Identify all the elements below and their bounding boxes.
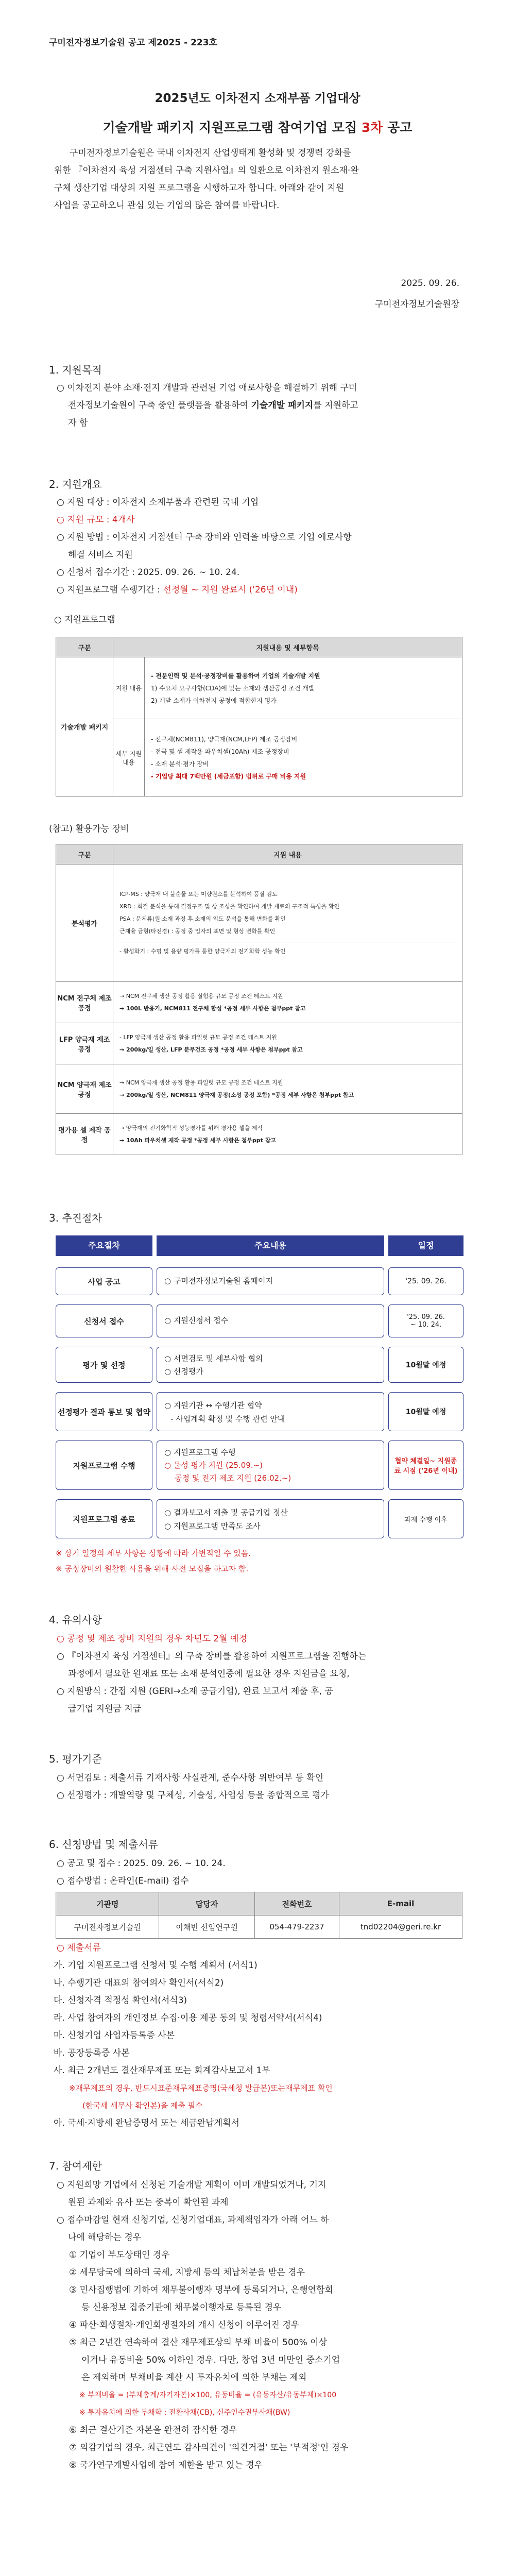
- list-item: ④ 파산·회생절차·개인회생절차의 개시 신청이 이루어진 경우: [69, 2320, 300, 2330]
- list-item: 라. 사업 참여자의 개인정보 수집·이용 제공 동의 및 청렴서약서(서식4): [54, 2013, 322, 2023]
- contact-table: [56, 1892, 462, 1939]
- section-6-body: ○ 공고 및 접수 : 2025. 09. 26. ~ 10. 24. ○ 접수방법 : 온라인(E-mail) 접수: [57, 1858, 226, 1886]
- title-line-2: 기술개발 패키지 지원프로그램 참여기업 모집 3차 공고: [102, 120, 413, 135]
- equipment-table: [56, 844, 462, 1155]
- formula-note: ※ 부채비율 = (부채총계/자기자본)×100, 유동비율 = (유동자산/유동부채)×100: [79, 2391, 337, 2399]
- list-item: ③ 민사집행법에 기하여 채무불이행자 명부에 등록되거나, 은행연합회: [69, 2285, 333, 2295]
- process-step-name: 신청서 접수: [56, 1304, 152, 1337]
- title-line-1: 2025년도 이차전지 소재부품 기업대상: [154, 92, 360, 105]
- section-7-body: ○ 지원희망 기업에서 신청된 기술개발 계획이 이미 개발되었거나, 기지 원된 과제와 유사 또는 중복이 확인된 과제 ○ 접수마감일 현재 신청기업, 신청기업대표, 과제책임자가 아래 어느 하 나에 해당하는 경우 ① 기업이 부도상태인 경우 ② 세무당국에 의하여 국세, 지방세 등의 체납처분을 받은 경우 ③ 민사집행법에 기하여 채무불이행자 명부에 등록되거나, 은행연합회 등 신용정보 집중기관에 채무불이행자로 등록된 경우 ④ 파산·회생절차·개인회생절차의 개시 신청이 이루어진 경우 ⑤ 최근 2년간 연속하여 결산 재무제표상의 부채 비율이 500% 이상 이거나 유동비율 50% 이하인 경우. 다만, 창업 3년 미만인 중소기업 은 제외하며 부채비율 계산 시 투자유치에 의한 부채는 제외 ※ 부채비율 = (부채총계/자기자본)×100, 유동비율 = (유동자산/유동부채)×100 ※ 투자유치에 의한 부채학 : 전환사채(CB), 신주인수권부사채(BW) ⑥ 최근 결산기준 자본을 완전히 잠식한 경우 ⑦ 외감기업의 경우, 최근연도 감사의견이 '의견거절' 또는 '부적정'인 경우 ⑧ 국가연구개발사업에 참여 제한을 받고 있는 경우: [57, 2176, 469, 2474]
- table-cell: → NCM 전구체 생산 공정 활용 실험용 규모 공정 조건 테스트 지원 → 100L 반응기, NCM811 전구체 합성 *공정 세부 사항은 첨부ppt 참고: [113, 982, 462, 1023]
- section-3-heading: 3. 추진절차: [49, 1212, 102, 1224]
- process-step-name: 지원프로그램 수행: [56, 1440, 152, 1490]
- documents-note: ※재무제표의 경우, 반드시표준재무제표증명(국세청 발급본)또는재무제표 확인: [69, 2083, 333, 2093]
- process-step-date: 10월말 예정: [388, 1392, 464, 1431]
- table-cell: → NCM 양극재 생산 공정 활용 파일럿 규모 공정 조건 테스트 지원 → 200kg/일 생산, NCM811 양극재 공정(소성 공정 포함) *공정 세부 사항은 첨부ppt 참고: [113, 1064, 462, 1114]
- list-item: 바. 공장등록증 사본: [54, 2048, 130, 2058]
- table-row-label: 지원 내용: [113, 657, 145, 719]
- equipment-caption: (참고) 활용가능 장비: [49, 824, 129, 834]
- list-item: ① 기업이 부도상태인 경우: [69, 2250, 170, 2260]
- table-row-label: NCM 양극재 제조 공정: [56, 1064, 113, 1114]
- table-row-label: LFP 양극재 제조 공정: [56, 1023, 113, 1064]
- org-name: 구미전자정보기술원장: [374, 299, 459, 310]
- section-7-heading: 7. 참여제한: [49, 2160, 102, 2172]
- process-note-2: ※ 공정장비의 원활한 사용을 위해 사전 모집을 하고자 함.: [56, 1564, 249, 1573]
- process-step-date: 협약 체결일~ 지원종료 시점 ('26년 이내): [388, 1440, 464, 1490]
- table-cell: - 전문인력 및 분석·공정장비를 활용하여 기업의 기술개발 지원 1) 수요처 요구사항(CDA)에 맞는 소재와 생산공정 조건 개발 2) 개발 소재가 이차전지 공정에 적합한지 평가: [145, 657, 462, 719]
- table-header: 기관명: [56, 1892, 159, 1916]
- list-item: 다. 신청자격 적정성 확인서(서식3): [54, 1995, 187, 2006]
- table-row-label: NCM 전구체 제조 공정: [56, 982, 113, 1023]
- announce-date: 2025. 09. 26.: [401, 278, 459, 289]
- list-item: 마. 신청기업 사업자등록증 사본: [54, 2030, 175, 2041]
- process-header-step: 주요절차: [56, 1235, 152, 1256]
- list-item: ② 세무당국에 의하여 국세, 지방세 등의 체납처분을 받은 경우: [69, 2267, 305, 2278]
- section-4-heading: 4. 유의사항: [49, 1614, 102, 1626]
- process-step-content: ○ 지원기관 ↔ 수행기관 협약 - 사업계획 확정 및 수행 관련 안내: [157, 1392, 384, 1431]
- process-step-date: 과제 수행 이후: [388, 1499, 464, 1538]
- section-2-heading: 2. 지원개요: [49, 478, 102, 490]
- table-cell: - LFP 양극재 생산 공정 활용 파일럿 규모 공정 조건 테스트 지원 → 200kg/일 생산, LFP 분무건조 공정 *공정 세부 사항은 첨부ppt 참고: [113, 1023, 462, 1064]
- support-program-table: [56, 637, 462, 796]
- table-cell: 구미전자정보기술원: [56, 1916, 159, 1939]
- documents-note: (한국세 세무사 확인본)을 제출 필수: [82, 2101, 203, 2110]
- table-header: E-mail: [339, 1892, 462, 1916]
- formula-note: ※ 투자유치에 의한 부채학 : 전환사채(CB), 신주인수권부사채(BW): [79, 2409, 290, 2417]
- section-2-body: ○ 지원 대상 : 이차전지 소재부품과 관련된 국내 기업 ○ 지원 규모 : 4개사 ○ 지원 방법 : 이차전지 거점센터 구축 장비와 인력을 바탕으로 기업 애로사항 해결 서비스 지원 ○ 신청서 접수기간 : 2025. 09. 26. ~ 10. 24. ○ 지원프로그램 수행기간 : 선정월 ~ 지원 완료시 ('26년 이내): [57, 497, 352, 595]
- list-item: ⑦ 외감기업의 경우, 최근연도 감사의견이 '의견거절' 또는 '부적정'인 경우: [69, 2443, 349, 2453]
- contact-email-link[interactable]: tnd02204@geri.re.kr: [339, 1916, 462, 1939]
- table-row-label: 세부 지원내용: [113, 719, 145, 796]
- table-row-label: 분석평가: [56, 865, 113, 982]
- table-cell: ICP-MS : 양극재 내 불순물 또는 미량원소를 분석하여 품질 검토 XRD : 회절 분석을 통해 결정구조 및 상 조성을 확인하여 개발 재료의 구조적 특성을 확인 PSA : 분체류(원·소재 과정 후 소재의 입도 분석을 통해 변화를 확인 근재율 금형(타전경) : 공정 중 입자의 표면 및 형상 변화를 확인 - 활성화기 : 수명 및 용량 평가를 통한 양극재의 전기화학 성능 확인: [113, 865, 462, 982]
- table-cell: → 양극재의 전기화학적 성능평가를 위해 평가용 셀을 제작 → 10Ah 파우치셀 제작 공정 *공정 세부 사항은 첨부ppt 참고: [113, 1114, 462, 1155]
- process-step-content: ○ 지원프로그램 수행 ○ 물성 평가 지원 (25.09.~) 공정 및 전지 제조 지원 (26.02.~): [157, 1440, 384, 1490]
- table-header: 지원내용 및 세부항목: [113, 637, 462, 657]
- list-item: ⑤ 최근 2년간 연속하여 결산 재무제표상의 부채 비율이 500% 이상: [69, 2337, 327, 2348]
- section-1-body: ○ 이차전지 분야 소재·전지 개발과 관련된 기업 애로사항을 해결하기 위해 구미 전자정보기술원이 구축 중인 플랫폼을 활용하여 기술개발 패키지를 지원하고 자 함: [57, 383, 358, 428]
- table-group-label: 기술개발 패키지: [56, 657, 113, 796]
- process-step-content: ○ 구미전자정보기술원 홈페이지: [157, 1267, 384, 1295]
- table-header: 담당자: [159, 1892, 255, 1916]
- process-header-date: 일정: [388, 1235, 464, 1256]
- list-item: 가. 기업 지원프로그램 신청서 및 수행 계획서 (서식1): [54, 1960, 258, 1971]
- process-step-date: 10월말 예정: [388, 1347, 464, 1383]
- process-step-date: '25. 09. 26. ~ 10. 24.: [388, 1304, 464, 1337]
- table-header: 구분: [56, 844, 113, 865]
- documents-list: [54, 1957, 471, 2132]
- list-item: 사. 최근 2개년도 결산재무제표 또는 회계감사보고서 1부: [54, 2065, 270, 2076]
- process-step-name: 지원프로그램 종료: [56, 1499, 152, 1538]
- process-step-content: ○ 서면검토 및 세부사항 협의 ○ 선정평가: [157, 1347, 384, 1383]
- section-5-body: ○ 서면검토 : 제출서류 기재사항 사실관계, 준수사항 위반여부 등 확인 ○ 선정평가 : 개발역량 및 구체성, 기술성, 사업성 등을 종합적으로 평가: [57, 1773, 329, 1801]
- intro-paragraph: 구미전자정보기술원은 국내 이차전지 산업생태계 활성화 및 경쟁력 강화를 위한 『이차전지 육성 거점센터 구축 지원사업』의 일환으로 이차전지 원소재·완 구체 생산기업 대상의 지원 프로그램을 시행하고자 합니다. 아래와 같이 지원 사업을 공고하오니 관심 있는 기업의 많은 참여를 바랍니다.: [54, 148, 359, 211]
- list-item: ⑥ 최근 결산기준 자본을 완전히 잠식한 경우: [69, 2425, 237, 2435]
- process-step-content: ○ 지원신청서 접수: [157, 1304, 384, 1337]
- table-header: 지원 내용: [113, 844, 462, 865]
- list-item: 나. 수행기관 대표의 참여의사 확인서(서식2): [54, 1978, 224, 1988]
- table-header: 전화번호: [255, 1892, 339, 1916]
- list-item: ⑧ 국가연구개발사업에 참여 제한을 받고 있는 경우: [69, 2460, 263, 2470]
- section-6-heading: 6. 신청방법 및 제출서류: [49, 1838, 159, 1851]
- section-5-heading: 5. 평가기준: [49, 1753, 102, 1765]
- process-header-content: 주요내용: [157, 1235, 384, 1256]
- documents-heading: ○ 제출서류: [57, 1943, 101, 1953]
- process-step-name: 선정평가 결과 통보 및 협약: [56, 1392, 152, 1431]
- process-step-date: '25. 09. 26.: [388, 1267, 464, 1295]
- table-cell: 이채빈 선임연구원: [159, 1916, 255, 1939]
- process-step-content: ○ 결과보고서 제출 및 공급기업 정산 ○ 지원프로그램 만족도 조사: [157, 1499, 384, 1538]
- list-item: 아. 국세·지방세 완납증명서 또는 세금완납계획서: [54, 2118, 239, 2128]
- table-cell: 054-479-2237: [255, 1916, 339, 1939]
- process-step-name: 사업 공고: [56, 1267, 152, 1295]
- table-cell: - 전구체(NCM811), 양극재(NCM,LFP) 제조 공정장비 - 전극 및 셀 제작용 파우치셀(10Ah) 제조 공정장비 - 소재 분석·평가 장비 - 기업당 최대 7백만원 (세금포함) 범위로 구매 비용 지원: [145, 719, 462, 796]
- process-step-name: 평가 및 선정: [56, 1347, 152, 1383]
- doc-number: 구미전자정보기술원 공고 제2025 - 223호: [49, 38, 218, 48]
- table-row-label: 평가용 셀 제작 공정: [56, 1114, 113, 1155]
- process-note-1: ※ 상기 일정의 세부 사항은 상황에 따라 가변적일 수 있음.: [56, 1549, 251, 1558]
- section-4-body: ○ 공정 및 제조 장비 지원의 경우 차년도 2월 예정 ○ 『이차전지 육성 거점센터』의 구축 장비를 활용하여 지원프로그램을 진행하는 과정에서 필요한 원재료 또는 소재 분석인증에 필요한 경우 지원금을 요청, ○ 지원방식 : 간접 지원 (GERI→소재 공급기업), 완료 보고서 제출 후, 공 급기업 지원금 지급: [57, 1634, 367, 1714]
- support-program-label: ○ 지원프로그램: [54, 615, 115, 625]
- table-header: 구분: [56, 637, 113, 657]
- section-1-heading: 1. 지원목적: [49, 364, 102, 376]
